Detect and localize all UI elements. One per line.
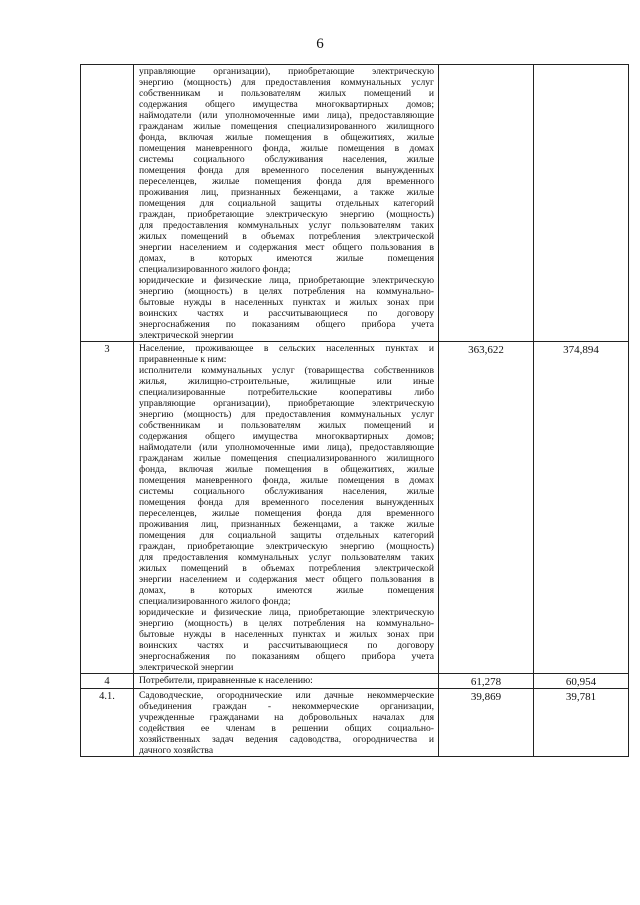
table-row (81, 674, 629, 689)
value-first-half: 363,622 (439, 342, 534, 674)
description-line: помещения для социальной защиты отдельных категорий (139, 198, 434, 209)
description-line: системы социального обслуживания населения, жилые (139, 154, 434, 165)
description-line: воинских частях и рассчитывающиеся по договору (139, 308, 434, 319)
description-line: исполнители коммунальных услуг (товарищества собственников (139, 365, 434, 376)
description-line: Садоводческие, огороднические или дачные некоммерческие (139, 690, 434, 701)
description-line: собственникам и пользователям жилых помещений и (139, 420, 434, 431)
description-line: энергии населением и содержания мест общего пользования в (139, 574, 434, 585)
description-line: специализированного жилого фонда; (139, 264, 291, 275)
description-line: фонда, включая жилые помещения в общежитиях, жилые (139, 464, 434, 475)
row-number: 3 (81, 342, 134, 674)
row-description (134, 689, 439, 757)
description-line: помещения маневренного фонда, жилые помещения в домах (139, 143, 434, 154)
tariff-table (80, 64, 629, 757)
description-line: гражданам жилые помещения специализированного жилищного (139, 453, 434, 464)
description-line: энергоснабжения по показаниям общего прибора учета (139, 319, 434, 330)
description-line: воинских частях и рассчитывающиеся по договору (139, 640, 434, 651)
value-second-half: 374,894 (534, 342, 629, 674)
description-line: учрежденные гражданами на добровольных началах для (139, 712, 434, 723)
value-second-half: 60,954 (534, 674, 629, 689)
value-first-half (439, 65, 534, 342)
description-line: домах, в которых имеются жилые помещения (139, 253, 434, 264)
description-line: энергию (мощность) в целях потребления на коммунально- (139, 618, 434, 629)
description-line: системы социального обслуживания населения, жилые (139, 486, 434, 497)
description-line: граждан, приобретающие электрическую энергию (мощность) (139, 541, 434, 552)
description-line: приравненные к ним: (139, 354, 227, 365)
description-line: энергоснабжения по показаниям общего прибора учета (139, 651, 434, 662)
description-line: хозяйственных задач ведения садоводства, огородничества и (139, 734, 434, 745)
description-line: граждан, приобретающие электрическую энергию (мощность) (139, 209, 434, 220)
description-line: домах, в которых имеются жилые помещения (139, 585, 434, 596)
description-line: Потребители, приравненные к населению: (139, 675, 313, 686)
description-line: энергии населением и содержания мест общего пользования в (139, 242, 434, 253)
description-line: управляющие организации), приобретающие электрическую (139, 66, 434, 77)
description-line: помещения для социальной защиты отдельных категорий (139, 530, 434, 541)
description-line: электрической энергии (139, 330, 234, 341)
description-line: собственникам и пользователям жилых помещений и (139, 88, 434, 99)
description-line: переселенцев, жилые помещения фонда для временного (139, 176, 434, 187)
description-line: специализированные потребительские кооперативы либо (139, 387, 434, 398)
description-line: специализированного жилого фонда; (139, 596, 291, 607)
value-second-half: 39,781 (534, 689, 629, 757)
description-line: жилых помещений в объемах потребления электрической (139, 563, 434, 574)
row-number: 4 (81, 674, 134, 689)
description-line: для предоставления коммунальных услуг пользователям таких (139, 552, 434, 563)
description-line: помещения фонда для временного поселения вынужденных (139, 165, 434, 176)
description-line: содержания общего имущества многоквартирных домов; (139, 431, 434, 442)
description-line: проживания лиц, признанных беженцами, а также жилые (139, 187, 434, 198)
table-row (81, 65, 629, 342)
description-line: наймодатели (или уполномоченные ими лица), предоставляющие (139, 110, 434, 121)
description-line: бытовые нужды в населенных пунктах и жилых зонах при (139, 297, 434, 308)
table-row (81, 689, 629, 757)
description-line: содержания общего имущества многоквартирных домов; (139, 99, 434, 110)
description-line: объединения граждан - некоммерческие организации, (139, 701, 434, 712)
value-first-half: 39,869 (439, 689, 534, 757)
description-line: помещения маневренного фонда, жилые помещения в домах (139, 475, 434, 486)
description-line: бытовые нужды в населенных пунктах и жилых зонах при (139, 629, 434, 640)
description-line: жилых помещений в объемах потребления электрической (139, 231, 434, 242)
description-line: юридические и физические лица, приобретающие электрическую (139, 607, 434, 618)
description-line: управляющие организации), приобретающие электрическую (139, 398, 434, 409)
value-second-half (534, 65, 629, 342)
description-line: энергию (мощность) для предоставления коммунальных услуг (139, 409, 434, 420)
description-line: содействия ее членам в решении общих социально- (139, 723, 434, 734)
description-line: дачного хозяйства (139, 745, 214, 756)
page-number: 6 (316, 36, 324, 52)
table-row (81, 342, 629, 674)
value-first-half: 61,278 (439, 674, 534, 689)
description-line: жилья, жилищно-строительные, жилищные или иные (139, 376, 434, 387)
description-line: Население, проживающее в сельских населенных пунктах и (139, 343, 434, 354)
description-line: помещения фонда для временного поселения вынужденных (139, 497, 434, 508)
description-line: наймодатели (или уполномоченные ими лица), предоставляющие (139, 442, 434, 453)
row-number: 4.1. (81, 689, 134, 757)
row-description (134, 674, 439, 689)
description-line: энергию (мощность) для предоставления коммунальных услуг (139, 77, 434, 88)
row-number (81, 65, 134, 342)
row-description (134, 65, 439, 342)
description-line: энергию (мощность) в целях потребления на коммунально- (139, 286, 434, 297)
description-line: проживания лиц, признанных беженцами, а также жилые (139, 519, 434, 530)
description-line: юридические и физические лица, приобретающие электрическую (139, 275, 434, 286)
row-description (134, 342, 439, 674)
description-line: электрической энергии (139, 662, 234, 673)
description-line: фонда, включая жилые помещения в общежитиях, жилые (139, 132, 434, 143)
description-line: для предоставления коммунальных услуг пользователям таких (139, 220, 434, 231)
description-line: переселенцев, жилые помещения фонда для временного (139, 508, 434, 519)
description-line: гражданам жилые помещения специализированного жилищного (139, 121, 434, 132)
